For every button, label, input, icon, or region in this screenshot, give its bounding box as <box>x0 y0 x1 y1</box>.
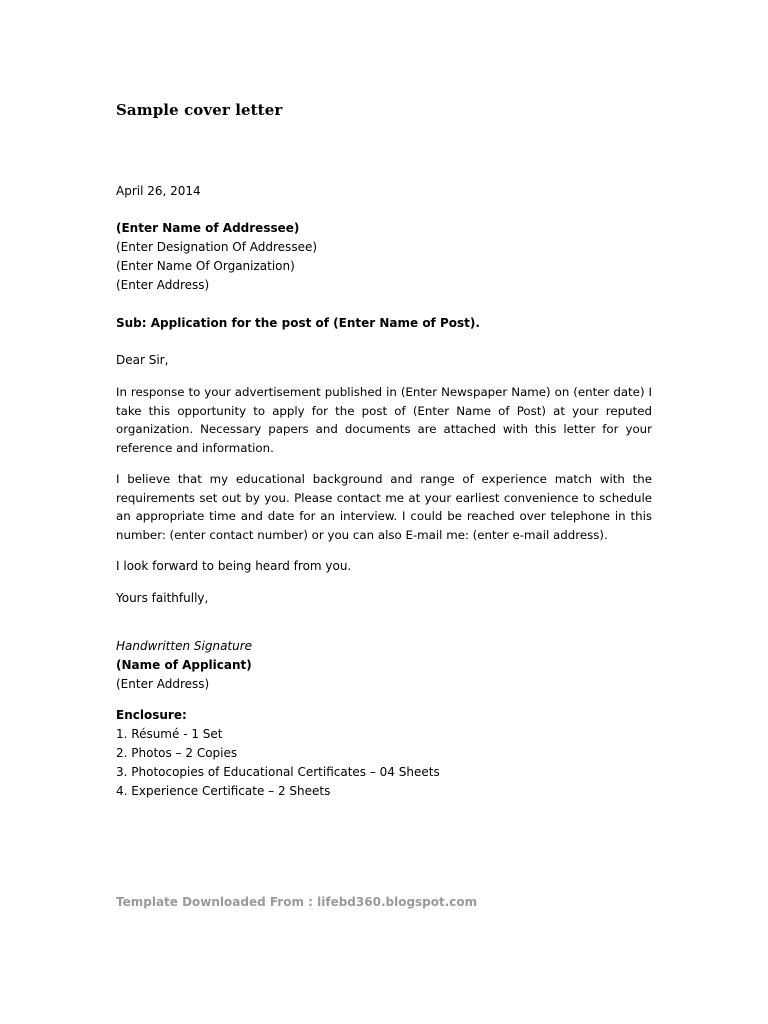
addressee-organization: (Enter Name Of Organization) <box>116 259 295 273</box>
salutation: Dear Sir, <box>116 353 169 367</box>
valediction: Yours faithfully, <box>116 591 209 605</box>
enclosure-item: 2. Photos – 2 Copies <box>116 746 238 760</box>
enclosure-item: 3. Photocopies of Educational Certificates – 04 Sheets <box>116 765 440 779</box>
addressee-address: (Enter Address) <box>116 278 210 292</box>
applicant-name: (Name of Applicant) <box>116 658 252 672</box>
applicant-address: (Enter Address) <box>116 677 210 691</box>
enclosure-heading: Enclosure: <box>116 708 187 722</box>
enclosure-block <box>116 706 652 801</box>
closing-line: I look forward to being heard from you. <box>116 559 352 573</box>
addressee-block <box>116 219 652 295</box>
enclosure-item: 4. Experience Certificate – 2 Sheets <box>116 784 331 798</box>
footer-watermark: Template Downloaded From : lifebd360.blogspot.com <box>116 895 478 909</box>
signature-block <box>116 637 652 694</box>
addressee-name: (Enter Name of Addressee) <box>116 221 300 235</box>
subject-line: Sub: Application for the post of (Enter Name of Post). <box>116 316 480 330</box>
document-title: Sample cover letter <box>116 101 283 119</box>
addressee-designation: (Enter Designation Of Addressee) <box>116 240 318 254</box>
body-paragraph-1: In response to your advertisement published in (Enter Newspaper Name) on (enter date) I take this opportunity to apply for the post of (Enter Name of Post) at your reputed organization. Necessary papers and documents are attached with this letter for your reference and information. <box>116 385 652 455</box>
enclosure-item: 1. Résumé - 1 Set <box>116 727 223 741</box>
signature-placeholder: Handwritten Signature <box>116 639 253 653</box>
body-paragraph-2: I believe that my educational background and range of experience match with the requirements set out by you. Please contact me at your earliest convenience to schedule an appropriate time and date for an interview. I could be reached over telephone in this number: (enter contact number) or you can also E-mail me: (enter e-mail address). <box>116 472 652 542</box>
letter-date: April 26, 2014 <box>116 184 201 198</box>
